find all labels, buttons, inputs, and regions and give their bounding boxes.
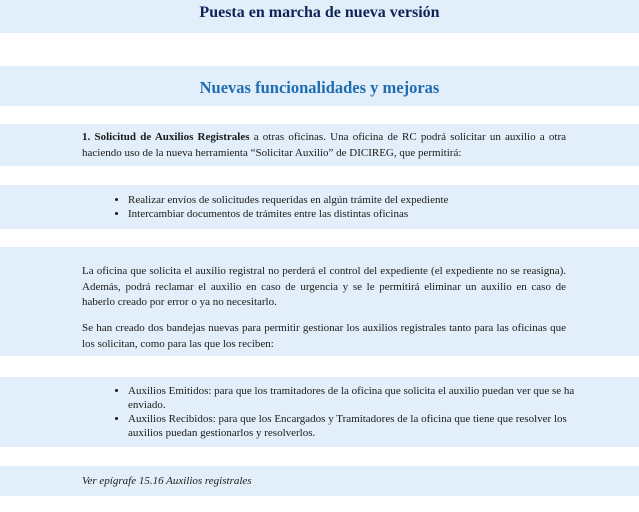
list2 [114,384,580,440]
page-title: Puesta en marcha de nueva versión [199,4,440,21]
item1-paragraph [82,130,566,161]
reference-text: Ver epígrafe 15.16 Auxilios registrales [82,475,252,487]
list-item: • Realizar envíos de solicitudes requeridas en algún trámite del expediente [128,193,580,207]
item1-text: a otras oficinas. Una oficina de RC podrá solicitar un auxilio a otra haciendo uso de la nueva herramienta “Solicitar Auxilio” de DICIREG, que permitirá: [82,131,566,159]
paragraph-bandejas: Se han creado dos bandejas nuevas para permitir gestionar los auxilios registrales tanto para las oficinas que los solicitan, como para las que los reciben: [82,322,566,350]
item1-heading: 1. Solicitud de Auxilios Registrales [82,131,250,143]
list-item: • Auxilios Recibidos: para que los Encargados y Tramitadores de la oficina que tiene que resolver los auxilios puedan gestionarlos y resolverlos. [128,412,580,440]
list-item: • Intercambiar documentos de trámites entre las distintas oficinas [128,207,580,221]
section-title: Nuevas funcionalidades y mejoras [199,78,440,97]
list-item: • Auxilios Emitidos: para que los tramitadores de la oficina que solicita el auxilio puedan ver que se ha enviado. [128,384,580,412]
list1 [114,193,580,221]
paragraph-control: La oficina que solicita el auxilio registral no perderá el control del expediente (el expediente no se reasigna). Además, podrá reclamar el auxilio en caso de urgencia y se le permitirá eliminar un auxilio en caso de haberlo creado por error o ya no necesitarlo. [82,265,566,308]
